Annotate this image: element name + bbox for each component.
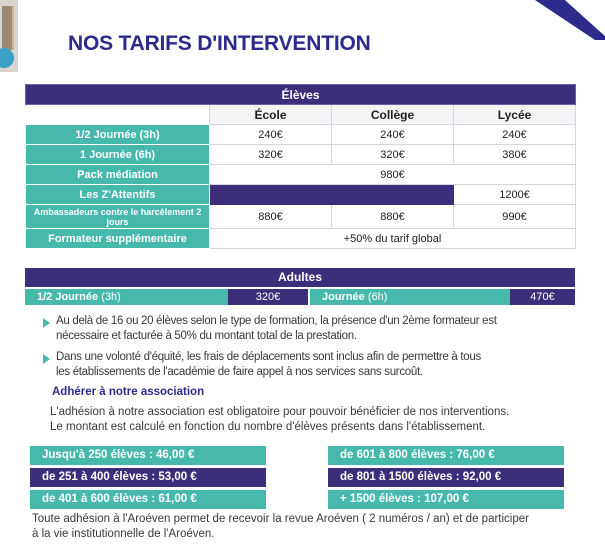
table-row <box>26 229 576 249</box>
price-cell: 1200€ <box>454 185 576 205</box>
unavailable-cell <box>210 185 454 205</box>
price-cell: +50% du tarif global <box>210 229 576 249</box>
association-text <box>50 405 590 435</box>
note-travel-costs <box>56 350 596 380</box>
note-line: les établissements de l'académie de faire appel à nos services sans surcoût. <box>56 366 423 378</box>
note-second-trainer <box>56 314 596 344</box>
price-cell: 990€ <box>454 205 576 229</box>
tier-chip: Jusqu'à 250 élèves : 46,00 € <box>30 446 266 465</box>
corner-ribbon-icon <box>535 0 605 40</box>
adult-half-hours: (3h) <box>101 291 121 303</box>
row-label: Pack médiation <box>26 165 210 185</box>
price-cell: 320€ <box>210 145 332 165</box>
table-row <box>26 145 576 165</box>
association-heading: Adhérer à notre association <box>52 386 205 398</box>
price-cell: 240€ <box>332 125 454 145</box>
adult-day-title: Journée <box>322 291 365 303</box>
price-cell: 980€ <box>210 165 576 185</box>
association-line: Le montant est calculé en fonction du nombre d'élèves présents dans l'établissement. <box>50 421 486 433</box>
adult-half-label <box>25 289 228 305</box>
eleves-band: Élèves <box>26 85 576 105</box>
footer-line: Toute adhésion à l'Aroéven permet de recevoir la revue Aroéven ( 2 numéros / an) et de participer <box>32 513 529 525</box>
eleves-table <box>25 84 576 249</box>
price-cell: 320€ <box>332 145 454 165</box>
table-row <box>26 205 576 229</box>
row-label: Les Z'Attentifs <box>26 185 210 205</box>
col-ecole: École <box>210 105 332 125</box>
bullet-arrow-icon <box>43 318 50 328</box>
adult-day-hours: (6h) <box>367 291 388 303</box>
price-cell: 240€ <box>454 125 576 145</box>
footer-text <box>32 512 592 542</box>
table-row <box>26 185 576 205</box>
adult-half-title: 1/2 Journée <box>37 291 99 303</box>
tier-chip: de 401 à 600 élèves : 61,00 € <box>30 490 266 509</box>
row-label: Formateur supplémentaire <box>26 229 210 249</box>
table-row <box>26 125 576 145</box>
price-cell: 240€ <box>210 125 332 145</box>
association-line: L'adhésion à notre association est obligatoire pour pouvoir bénéficier de nos interventions. <box>50 406 510 418</box>
row-label: Ambassadeurs contre le harcèlement 2 jours <box>26 205 210 229</box>
footer-line: à la vie institutionnelle de l'Aroéven. <box>32 528 215 540</box>
tier-chip: de 251 à 400 élèves : 53,00 € <box>30 468 266 487</box>
row-label: 1/2 Journée (3h) <box>26 125 210 145</box>
book-icon <box>2 6 14 50</box>
note-line: Dans une volonté d'équité, les frais de déplacements sont inclus afin de permettre à tous <box>56 351 481 363</box>
tier-chip: de 801 à 1500 élèves : 92,00 € <box>328 468 564 487</box>
tier-chip: + 1500 élèves : 107,00 € <box>328 490 564 509</box>
col-lycee: Lycée <box>454 105 576 125</box>
price-cell: 880€ <box>210 205 332 229</box>
row-label: 1 Journée (6h) <box>26 145 210 165</box>
note-line: nécessaire et facturée à 50% du montant total de la prestation. <box>56 330 357 342</box>
bullet-arrow-icon <box>43 354 50 364</box>
page-title: NOS TARIFS D'INTERVENTION <box>68 32 371 55</box>
col-college: Collège <box>332 105 454 125</box>
tier-chip: de 601 à 800 élèves : 76,00 € <box>328 446 564 465</box>
globe-icon <box>0 48 14 68</box>
price-cell: 880€ <box>332 205 454 229</box>
price-cell: 380€ <box>454 145 576 165</box>
corner-photo <box>0 0 18 72</box>
table-row <box>26 165 576 185</box>
note-line: Au delà de 16 ou 20 élèves selon le type de formation, la présence d'un 2ème formateur est <box>56 315 497 327</box>
adult-day-value: 470€ <box>510 289 575 305</box>
adult-day-label <box>310 289 510 305</box>
adult-half-value: 320€ <box>228 289 308 305</box>
adultes-band: Adultes <box>25 268 575 287</box>
